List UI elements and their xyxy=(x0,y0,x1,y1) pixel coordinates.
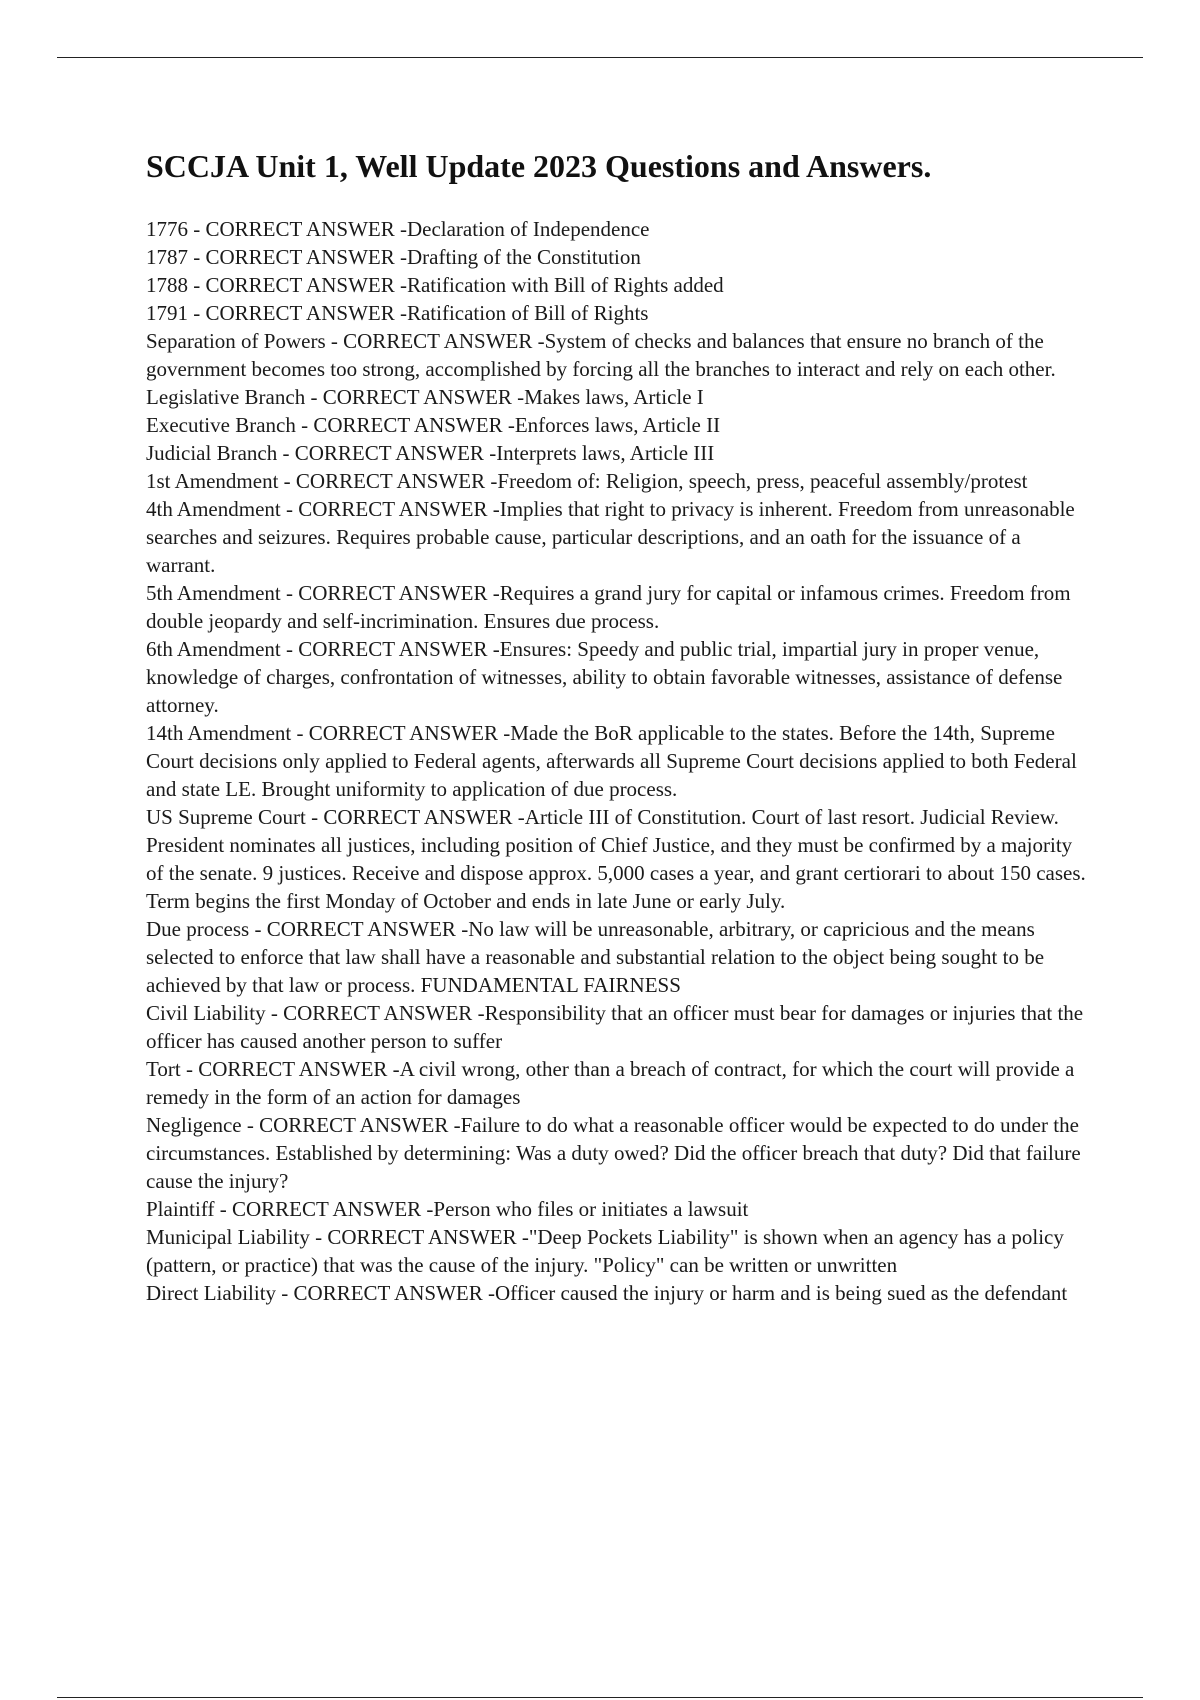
qa-separator: - CORRECT ANSWER - xyxy=(188,273,407,297)
qa-term: 4th Amendment xyxy=(146,497,281,521)
qa-answer: Requires a grand jury for capital or infamous crimes. Freedom from double jeopardy and self-incrimination. Ensures due process. xyxy=(146,581,1071,633)
qa-item xyxy=(146,803,1092,915)
qa-separator: - CORRECT ANSWER - xyxy=(305,385,525,409)
qa-item xyxy=(146,439,1092,467)
document-title: SCCJA Unit 1, Well Update 2023 Questions and Answers. xyxy=(146,148,932,184)
document-body xyxy=(146,145,1092,1307)
qa-term: Executive Branch xyxy=(146,413,296,437)
qa-separator: - CORRECT ANSWER - xyxy=(188,217,407,241)
qa-item xyxy=(146,243,1092,271)
qa-term: 1788 xyxy=(146,273,188,297)
qa-answer: Interprets laws, Article III xyxy=(496,441,715,465)
qa-separator: - CORRECT ANSWER - xyxy=(241,1113,461,1137)
qa-separator: - CORRECT ANSWER - xyxy=(309,1225,529,1249)
qa-term: 14th Amendment xyxy=(146,721,292,745)
qa-term: 6th Amendment xyxy=(146,637,281,661)
qa-term: US Supreme Court xyxy=(146,805,306,829)
qa-answer: Ratification with Bill of Rights added xyxy=(406,273,724,297)
qa-separator: - CORRECT ANSWER - xyxy=(325,329,545,353)
qa-item xyxy=(146,215,1092,243)
qa-answer: Ensures: Speedy and public trial, impartial jury in proper venue, knowledge of charges, confrontation of witnesses, ability to obtain favorable witnesses, assistance of defense attorney. xyxy=(146,637,1063,717)
qa-term: 1787 xyxy=(146,245,188,269)
qa-term: 1st Amendment xyxy=(146,469,279,493)
qa-answer: Implies that right to privacy is inherent. Freedom from unreasonable searches and seizures. Requires probable cause, particular descriptions, and an oath for the issuance of a warrant. xyxy=(146,497,1075,577)
qa-answer: "Deep Pockets Liability" is shown when an agency has a policy (pattern, or practice) that was the cause of the injury. "Policy" can be written or unwritten xyxy=(146,1225,1064,1277)
qa-separator: - CORRECT ANSWER - xyxy=(188,245,407,269)
qa-item xyxy=(146,1223,1092,1279)
qa-item xyxy=(146,383,1092,411)
qa-answer: A civil wrong, other than a breach of contract, for which the court will provide a remedy in the form of an action for damages xyxy=(146,1057,1075,1109)
qa-term: Judicial Branch xyxy=(146,441,278,465)
qa-item xyxy=(146,915,1092,999)
qa-separator: - CORRECT ANSWER - xyxy=(249,917,469,941)
qa-answer: Declaration of Independence xyxy=(406,217,650,241)
qa-separator: - CORRECT ANSWER - xyxy=(188,301,407,325)
qa-separator: - CORRECT ANSWER - xyxy=(305,805,525,829)
qa-separator: - CORRECT ANSWER - xyxy=(276,1281,496,1305)
qa-separator: - CORRECT ANSWER - xyxy=(265,1001,485,1025)
qa-item xyxy=(146,1055,1092,1111)
qa-term: 5th Amendment xyxy=(146,581,281,605)
qa-answer: Drafting of the Constitution xyxy=(406,245,641,269)
qa-answer: Responsibility that an officer must bear for damages or injuries that the officer has caused another person to suffer xyxy=(146,1001,1084,1053)
qa-item xyxy=(146,271,1092,299)
qa-term: Civil Liability xyxy=(146,1001,266,1025)
qa-term: 1776 xyxy=(146,217,188,241)
qa-answer: Made the BoR applicable to the states. Before the 14th, Supreme Court decisions only applied to Federal agents, afterwards all Supreme Court decisions applied to both Federal and state LE. Brought uniformity to application of due process. xyxy=(146,721,1077,801)
qa-term: Tort xyxy=(146,1057,181,1081)
qa-separator: - CORRECT ANSWER - xyxy=(180,1057,400,1081)
qa-item xyxy=(146,1279,1092,1307)
qa-item xyxy=(146,495,1092,579)
qa-answer: Enforces laws, Article II xyxy=(514,413,721,437)
qa-item xyxy=(146,1195,1092,1223)
qa-answer: Makes laws, Article I xyxy=(524,385,704,409)
qa-separator: - CORRECT ANSWER - xyxy=(291,721,511,745)
qa-separator: - CORRECT ANSWER - xyxy=(214,1197,434,1221)
qa-item xyxy=(146,719,1092,803)
qa-term: Plaintiff xyxy=(146,1197,215,1221)
qa-term: Legislative Branch xyxy=(146,385,306,409)
qa-answer: Article III of Constitution. Court of last resort. Judicial Review. President nominates all justices, including position of Chief Justice, and they must be confirmed by a majority of the senate. 9 justices. Receive and dispose approx. 5,000 cases a year, and grant certiorari to about 150 cases. Term begins the first Monday of October and ends in late June or early July. xyxy=(146,805,1086,913)
qa-item xyxy=(146,635,1092,719)
qa-answer: No law will be unreasonable, arbitrary, or capricious and the means selected to enforce that law shall have a reasonable and substantial relation to the object being sought to be achieved by that law or process. FUNDAMENTAL FAIRNESS xyxy=(146,917,1045,997)
qa-item xyxy=(146,1111,1092,1195)
qa-separator: - CORRECT ANSWER - xyxy=(280,581,500,605)
qa-answer: Ratification of Bill of Rights xyxy=(406,301,649,325)
qa-item xyxy=(146,999,1092,1055)
qa-item xyxy=(146,299,1092,327)
qa-answer: Failure to do what a reasonable officer would be expected to do under the circumstances. Established by determining: Was a duty owed? Did the officer breach that duty? Did that failure cause the injury? xyxy=(146,1113,1081,1193)
qa-separator: - CORRECT ANSWER - xyxy=(278,469,498,493)
qa-answer: Freedom of: Religion, speech, press, peaceful assembly/protest xyxy=(497,469,1028,493)
qa-item xyxy=(146,467,1092,495)
qa-term: Negligence xyxy=(146,1113,242,1137)
qa-answer: Officer caused the injury or harm and is being sued as the defendant xyxy=(495,1281,1068,1305)
qa-list xyxy=(146,215,1092,1307)
qa-separator: - CORRECT ANSWER - xyxy=(280,637,500,661)
top-divider xyxy=(57,57,1143,58)
qa-separator: - CORRECT ANSWER - xyxy=(277,441,497,465)
qa-item xyxy=(146,579,1092,635)
qa-separator: - CORRECT ANSWER - xyxy=(280,497,500,521)
qa-answer: System of checks and balances that ensure no branch of the government becomes too strong, accomplished by forcing all the branches to interact and rely on each other. xyxy=(146,329,1056,381)
qa-item xyxy=(146,411,1092,439)
qa-separator: - CORRECT ANSWER - xyxy=(295,413,515,437)
qa-item xyxy=(146,327,1092,383)
qa-answer: Person who files or initiates a lawsuit xyxy=(433,1197,749,1221)
qa-term: Direct Liability xyxy=(146,1281,277,1305)
qa-term: Due process xyxy=(146,917,250,941)
bottom-divider xyxy=(57,1697,1143,1698)
qa-term: Municipal Liability xyxy=(146,1225,310,1249)
qa-term: Separation of Powers xyxy=(146,329,326,353)
qa-term: 1791 xyxy=(146,301,188,325)
